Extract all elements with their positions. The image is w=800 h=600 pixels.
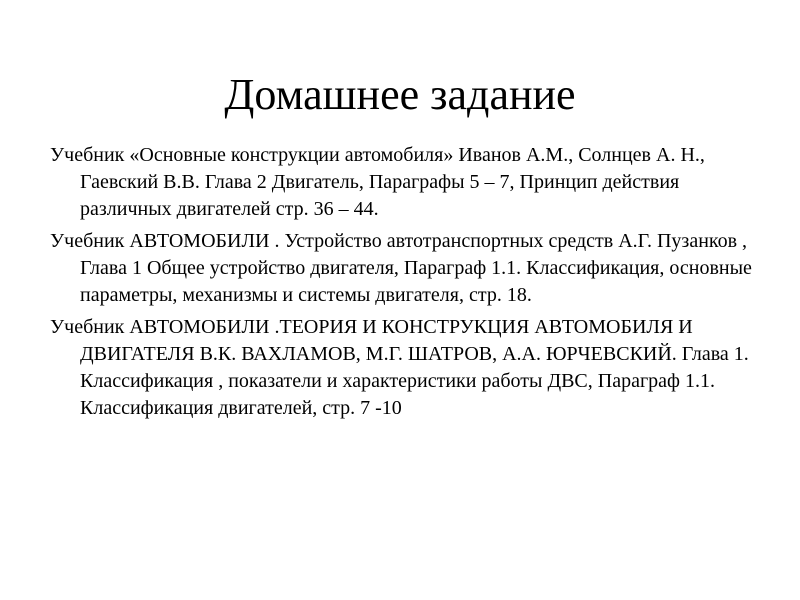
textbook-reference-1: Учебник «Основные конструкции автомобиля» Иванов А.М., Солнцев А. Н., Гаевский В.В. Глава 2 Двигатель, Параграфы 5 – 7, Принцип действия различных двигателей стр. 36 – 44. bbox=[50, 144, 705, 220]
textbook-reference-3: Учебник АВТОМОБИЛИ .ТЕОРИЯ И КОНСТРУКЦИЯ АВТОМОБИЛЯ И ДВИГАТЕЛЯ В.К. ВАХЛАМОВ, М.Г. ШАТРОВ, А.А. ЮРЧЕВСКИЙ. Глава 1. Классификация , показатели и характеристики работы ДВС, Параграф 1.1. Классификация двигателей, стр. 7 -10 bbox=[50, 316, 749, 419]
slide-title: Домашнее задание bbox=[224, 70, 576, 120]
slide-content bbox=[50, 142, 762, 427]
textbook-reference-2: Учебник АВТОМОБИЛИ . Устройство автотранспортных средств А.Г. Пузанков , Глава 1 Общее устройство двигателя, Параграф 1.1. Классификация, основные параметры, механизмы и системы двигателя, стр. 18. bbox=[50, 230, 752, 306]
